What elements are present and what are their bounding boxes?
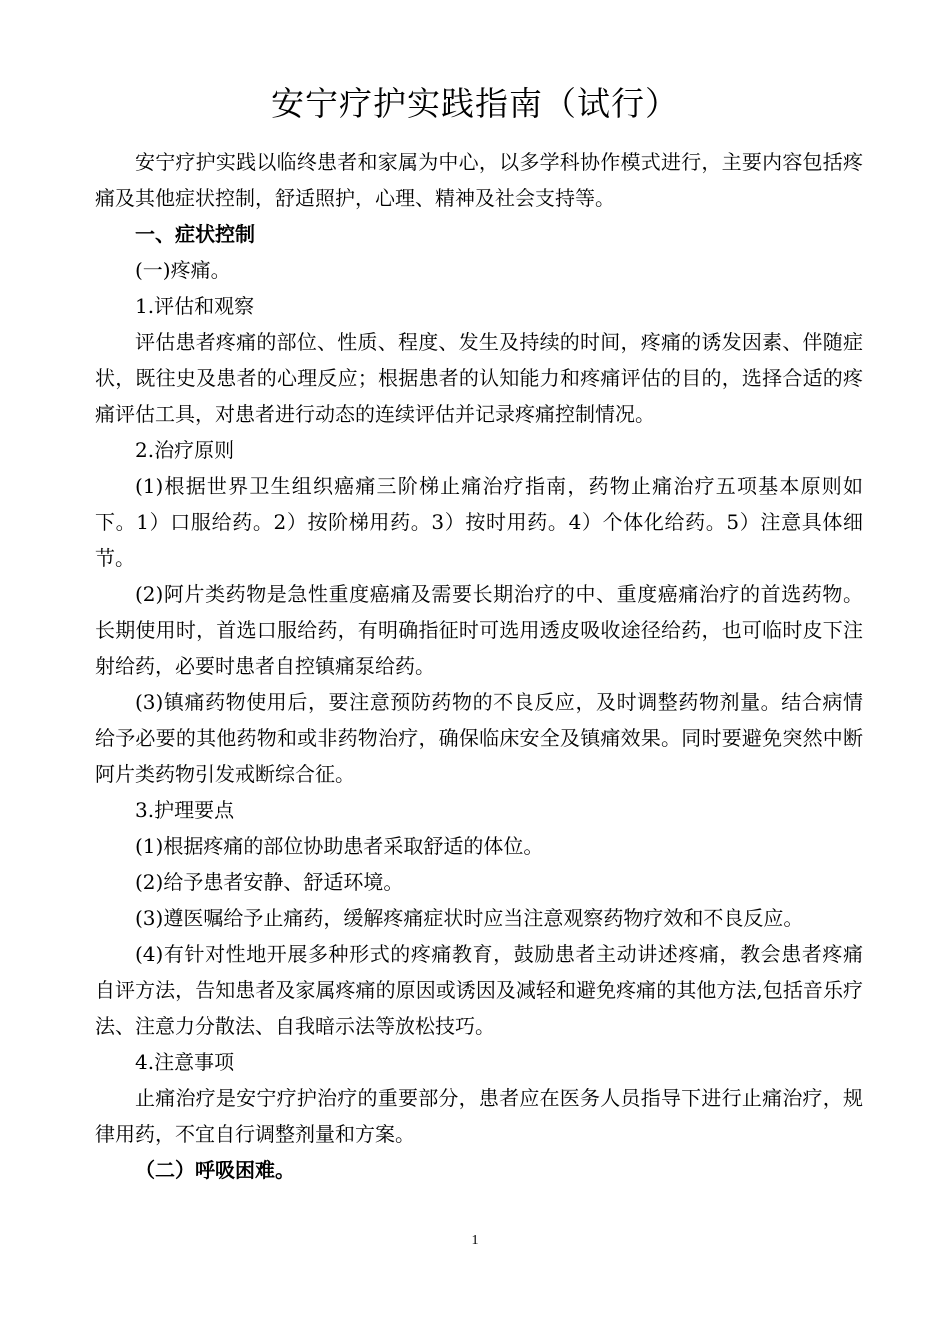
subsection-heading-pain: (一)疼痛。 [135, 258, 231, 282]
intro-paragraph: 安宁疗护实践以临终患者和家属为中心，以多学科协作模式进行，主要内容包括疼痛及其他症状控制，舒适照护，心理、精神及社会支持等。 [95, 150, 863, 210]
nursing-paragraph-2: (2)给予患者安静、舒适环境。 [135, 870, 404, 894]
item-heading-nursing-points: 3.护理要点 [135, 798, 235, 822]
item-heading-treatment-principles: 2.治疗原则 [135, 438, 235, 462]
treatment-paragraph-1: (1)根据世界卫生组织癌痛三阶梯止痛治疗指南，药物止痛治疗五项基本原则如下。1）口服给药。2）按阶梯用药。3）按时用药。4）个体化给药。5）注意具体细节。 [95, 474, 863, 570]
assessment-paragraph: 评估患者疼痛的部位、性质、程度、发生及持续的时间，疼痛的诱发因素、伴随症状，既往史及患者的心理反应；根据患者的认知能力和疼痛评估的目的，选择合适的疼痛评估工具，对患者进行动态的连续评估并记录疼痛控制情况。 [95, 330, 863, 426]
section-heading-symptom-control: 一、症状控制 [135, 222, 255, 246]
nursing-paragraph-3: (3)遵医嘱给予止痛药，缓解疼痛症状时应当注意观察药物疗效和不良反应。 [135, 906, 804, 930]
nursing-paragraph-1: (1)根据疼痛的部位协助患者采取舒适的体位。 [135, 834, 544, 858]
precautions-paragraph: 止痛治疗是安宁疗护治疗的重要部分，患者应在医务人员指导下进行止痛治疗，规律用药，不宜自行调整剂量和方案。 [95, 1086, 863, 1146]
nursing-paragraph-4: (4)有针对性地开展多种形式的疼痛教育，鼓励患者主动讲述疼痛，教会患者疼痛自评方法，告知患者及家属疼痛的原因或诱因及减轻和避免疼痛的其他方法,包括音乐疗法、注意力分散法、自我暗示法等放松技巧。 [95, 942, 863, 1038]
page-number: 1 [471, 1233, 479, 1248]
item-heading-assessment: 1.评估和观察 [135, 294, 255, 318]
subsection-heading-dyspnea: （二）呼吸困难。 [135, 1158, 295, 1182]
treatment-paragraph-3: (3)镇痛药物使用后，要注意预防药物的不良反应，及时调整药物剂量。结合病情给予必要的其他药物和或非药物治疗，确保临床安全及镇痛效果。同时要避免突然中断阿片类药物引发戒断综合征。 [95, 690, 863, 786]
document-title: 安宁疗护实践指南（试行） [271, 84, 679, 123]
item-heading-precautions: 4.注意事项 [135, 1050, 235, 1074]
document-body [95, 144, 863, 1188]
treatment-paragraph-2: (2)阿片类药物是急性重度癌痛及需要长期治疗的中、重度癌痛治疗的首选药物。长期使用时，首选口服给药，有明确指征时可选用透皮吸收途径给药，也可临时皮下注射给药，必要时患者自控镇痛泵给药。 [95, 582, 863, 678]
